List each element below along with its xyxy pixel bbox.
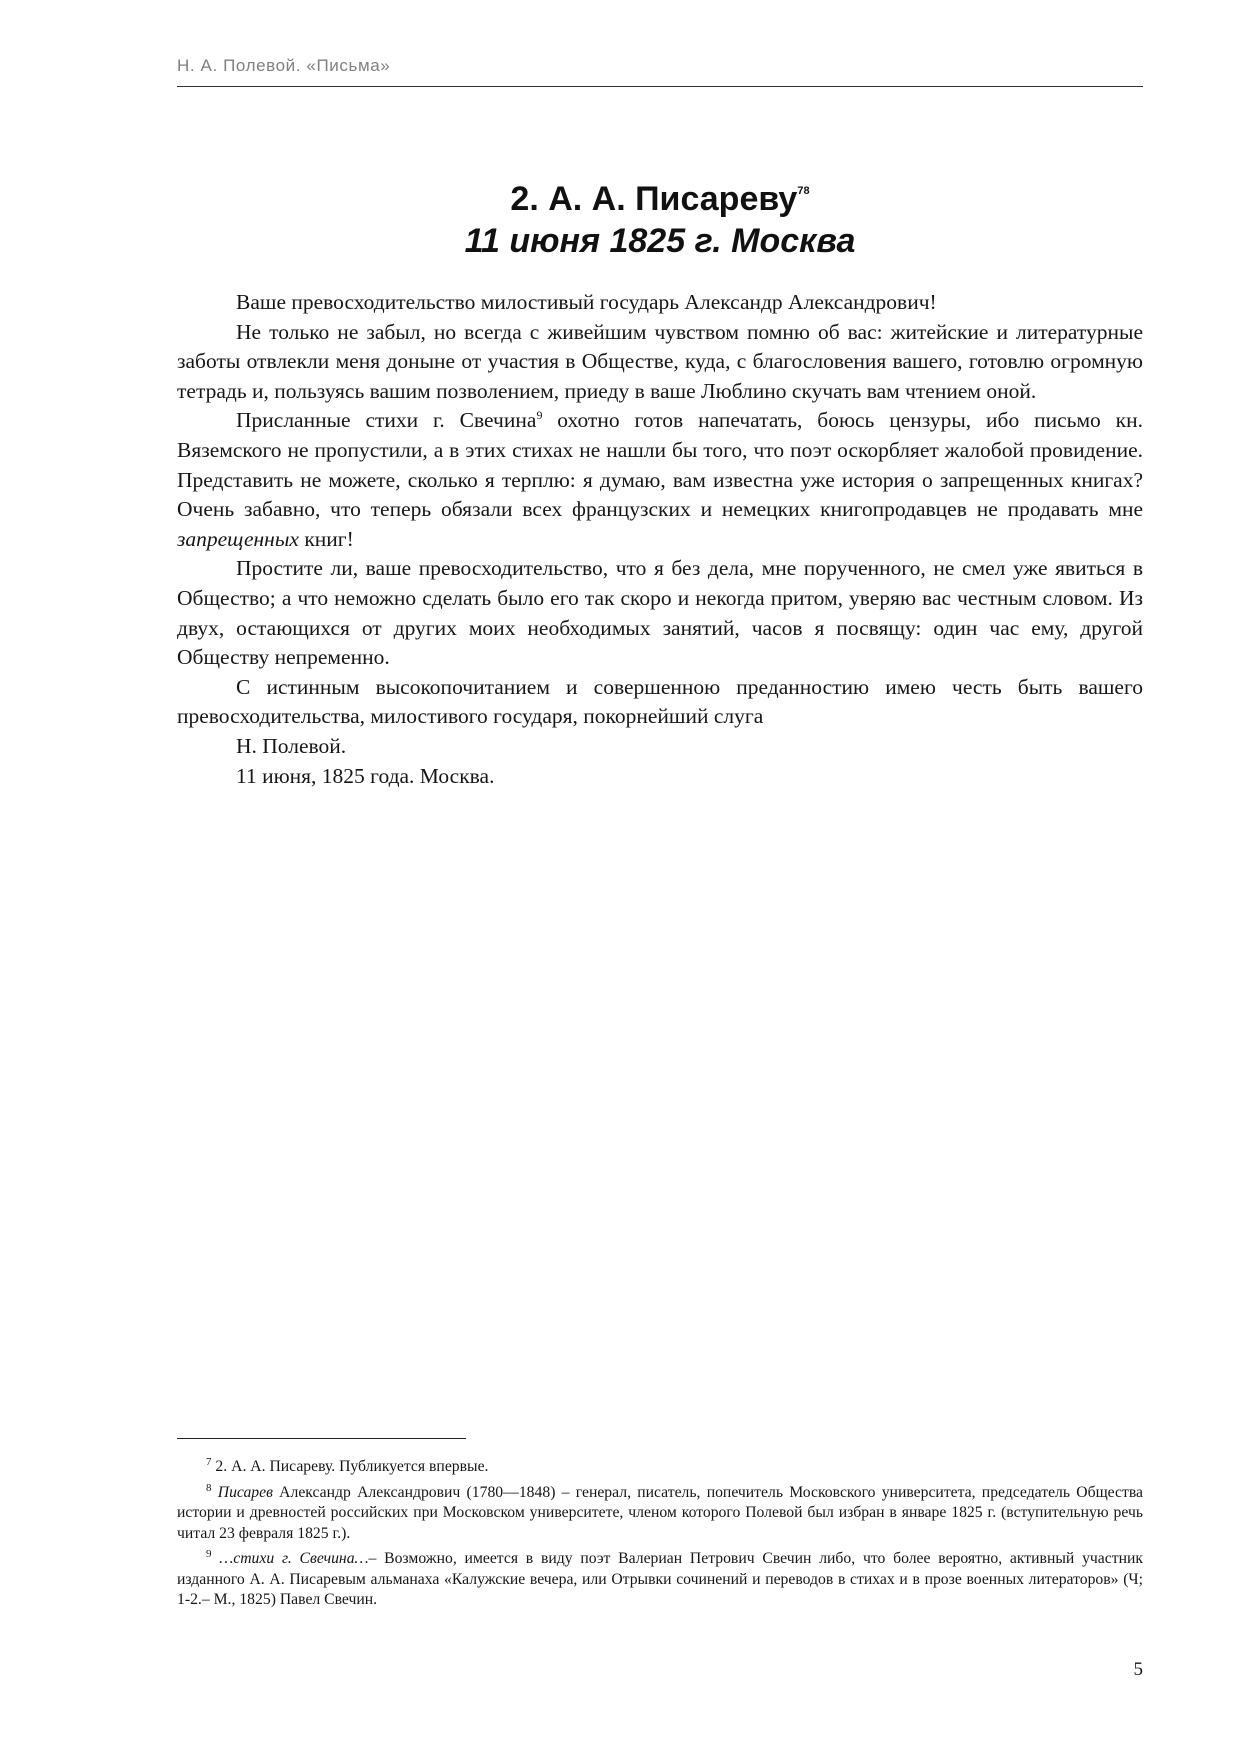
- body-paragraph-2: [177, 406, 1143, 554]
- header-divider: [177, 86, 1143, 87]
- footnote-emphasis: Писарев: [217, 1483, 273, 1501]
- footnote-number: 7: [206, 1456, 212, 1468]
- body-paragraph-1: Не только не забыл, но всегда с живейшим чувством помню об вас: житейские и литературные заботы отвлекли меня доныне от участия в Обществе, куда, с благословения вашего, готовлю огромную тетрадь и, пользуясь вашим позволением, приеду в ваше Люблино скучать вам чтением оной.: [177, 319, 1143, 403]
- footnote-ref-9: 9: [536, 408, 543, 423]
- paragraph-text: книг!: [298, 526, 354, 551]
- letter-body: [177, 288, 1143, 791]
- footnote-8: [177, 1483, 1143, 1545]
- salutation-paragraph: Ваше превосходительство милостивый государь Александр Александрович!: [236, 290, 937, 314]
- footnote-text: – Возможно, имеется в виду поэт Валериан Петрович Свечин либо, что более вероятно, активный участник изданного А. А. Писаревым альманаха «Калужские вечера, или Отрывки сочинений и переводов в стихах и в прозе военных литераторов» (Ч; 1-2.– М., 1825) Павел Свечин.: [177, 1550, 1144, 1608]
- body-paragraph-3: Простите ли, ваше превосходительство, что я без дела, мне порученного, не смел уже явиться в Общество; а что неможно сделать было его так скоро и некогда притом, уверяю вас честным словом. Из двух, остающихся от других моих необходимых занятий, часов я посвящу: один час ему, другой Обществу непременно.: [177, 556, 1143, 670]
- footnote-9: [177, 1549, 1143, 1611]
- footnote-text: 2. А. А. Писареву. Публикуется впервые.: [211, 1458, 489, 1475]
- signature: Н. Полевой.: [236, 733, 347, 758]
- heading-text: 2. А. А. Писареву: [510, 180, 798, 218]
- paragraph-text: охотно готов напечатать, боюсь цензуры, ибо письмо кн. Вяземского не пропустили, а в этих стихах не нашли бы того, что поэт оскорбляет жалобой провидение. Представить не можете, сколько я терплю: я думаю, вам известна уже история о запрещенных книгах? Очень забавно, что теперь обязали всех французских и немецких книгопродавцев не продавать мне: [177, 408, 1144, 522]
- footnote-emphasis: …стихи г. Свечина…: [219, 1550, 369, 1567]
- page-number: 5: [1133, 1659, 1143, 1680]
- footnote-divider: [177, 1438, 466, 1439]
- emphasis-text: запрещенных: [177, 526, 299, 551]
- letter-date-line: 11 июня, 1825 года. Москва.: [236, 763, 495, 788]
- footnote-number: 9: [206, 1548, 212, 1560]
- letter-title: [177, 178, 1143, 262]
- running-header: Н. А. Полевой. «Письма»: [177, 56, 391, 75]
- footnote-number: 8: [206, 1481, 212, 1494]
- footnote-7: [177, 1457, 1143, 1478]
- paragraph-text: Присланные стихи г. Свечина: [236, 408, 537, 433]
- letter-heading: [177, 178, 1143, 220]
- footnote-text: Александр Александрович (1780—1848) – генерал, писатель, попечитель Московского университета, председатель Общества истории и древностей российских при Московском университете, членом которого Полевой был избран в январе 1825 г. (вступительную речь читал 23 февраля 1825 г.).: [177, 1483, 1143, 1542]
- closing-paragraph: С истинным высокопочитанием и совершенною преданностию имею честь быть вашего превосходительства, милостивого государя, покорнейший слуга: [177, 674, 1143, 729]
- footnotes: [177, 1457, 1143, 1616]
- heading-footnote-ref: 78: [797, 185, 810, 197]
- letter-date-place: 11 июня 1825 г. Москва: [464, 222, 856, 260]
